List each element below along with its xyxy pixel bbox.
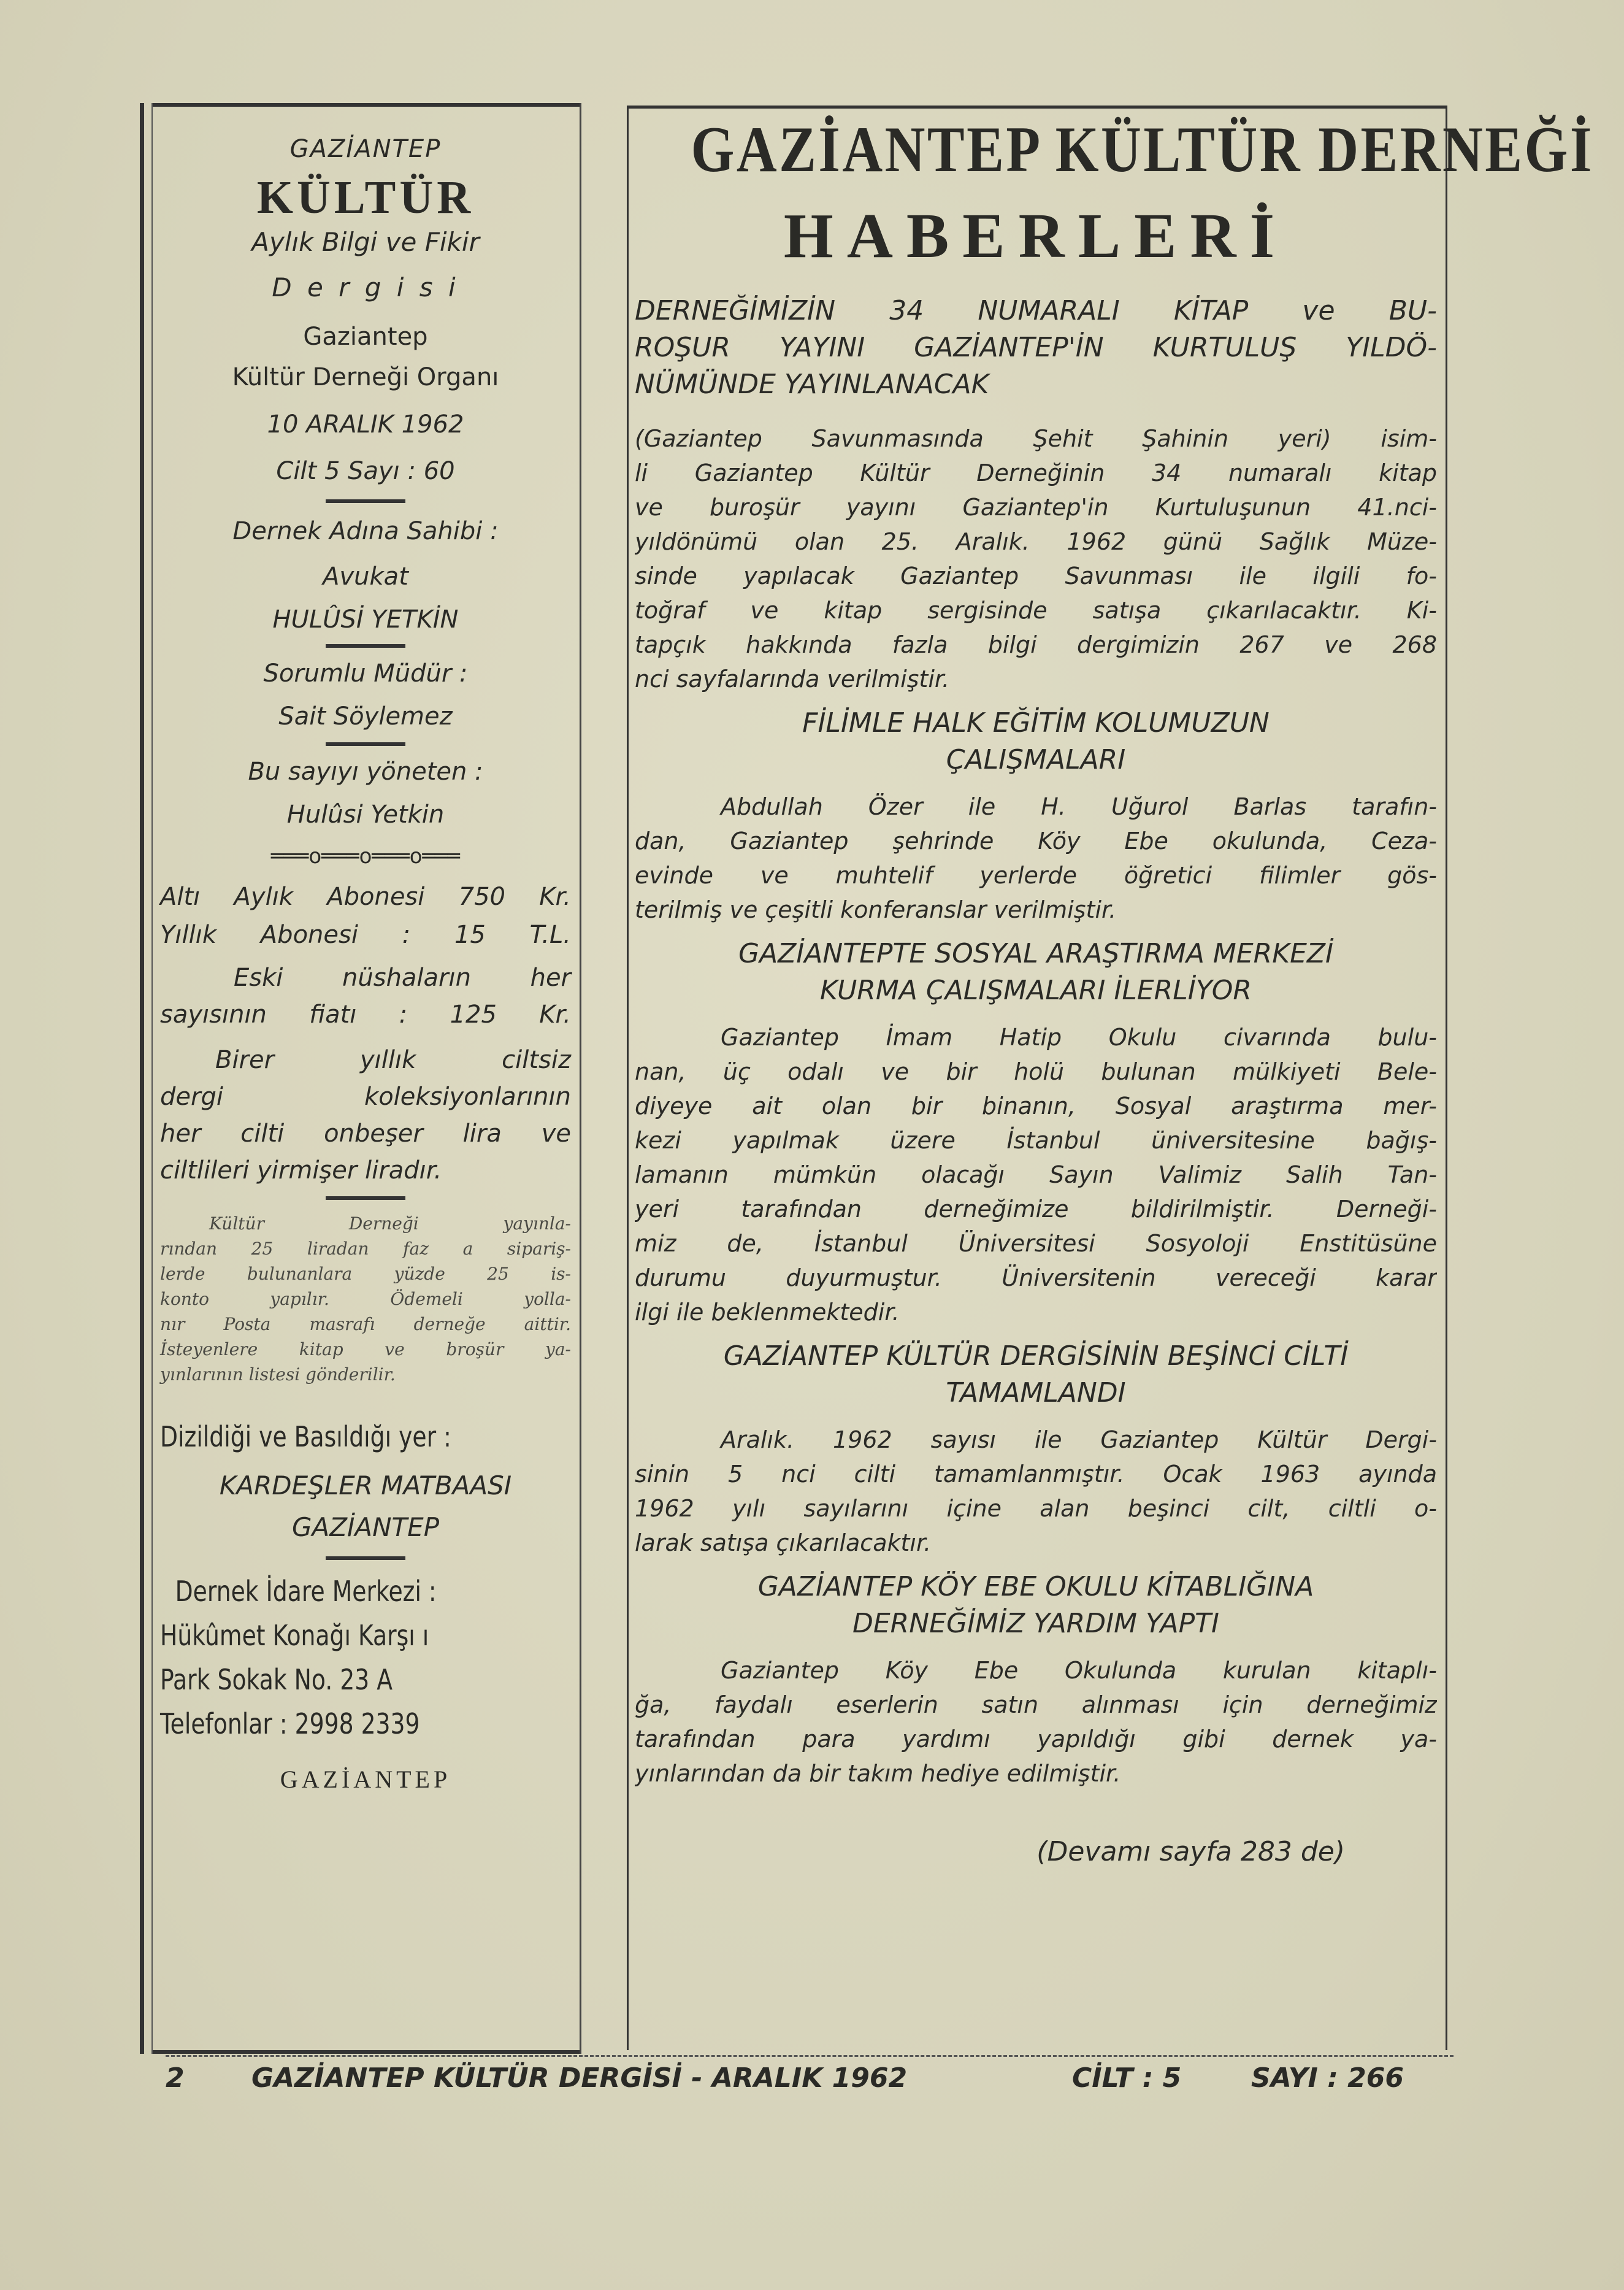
page-number: 2 [166, 2062, 185, 2094]
page-footer [166, 2062, 1441, 2099]
news-body: Gaziantep İmam Hatip Okulu civarında bulu- [721, 1024, 1437, 1051]
news-item: GAZİANTEPTE SOSYAL ARAŞTIRMA MERKEZİ KURMA ÇALIŞMALARI İLERLİYOR Gaziantep İmam Hatip Okulu civarında bulu- nan, üç odalı ve bir holü bulunan mülkiyeti Bele- diyeye ait olan bir binanın, Sosyal araştırma mer- kezi yapılmak üzere İstanbul üniversitesine bağış- lamanın mümkün olacağı Sayın Valimiz Salih Tan- yeri tarafından derneğimize bildirilmiştir. Derneği- miz de, İstanbul Üniversitesi Sosyoloji Enstitüsüne durumu duyurmuştur. Üniversitenin vereceği karar ilgi ile beklenmektedir. [635, 936, 1437, 1329]
subscription-6-months: Altı Aylık Abonesi 750 Kr. [160, 883, 571, 911]
owner-title: Avukat [323, 563, 408, 591]
owner-label: Dernek Adına Sahibi : [232, 517, 499, 545]
masthead-brand: KÜLTÜR [256, 172, 475, 223]
issue-volume: Cilt 5 Sayı : 60 [276, 457, 455, 485]
footer-issue: SAYI : 266 [1251, 2062, 1404, 2094]
printer-city: GAZİANTEP [291, 1512, 440, 1542]
printed-at-label: Dizildiği ve Basıldığı yer : [160, 1420, 451, 1453]
bottom-city: GAZİANTEP [280, 1766, 451, 1793]
news-heading: FİLİMLE HALK EĞİTİM KOLUMUZUN [802, 707, 1270, 739]
masthead-column [140, 103, 581, 2054]
printer-name: KARDEŞLER MATBAASI [219, 1470, 512, 1500]
small-print-note: Kültür Derneği yayınla- rından 25 liradan faz a sipariş- lerde bulunanlara yüzde 25 is- konto yapılır. Ödemeli yolla- nır Posta masrafı derneğe aittir. İsteyenlere kitap ve broşür ya- yınlarının listesi gönderilir. [160, 1213, 571, 1385]
masthead-city: GAZİANTEP [289, 135, 442, 163]
news-column [627, 106, 1594, 2050]
news-body: (Gaziantep Savunmasında Şehit Şahinin yeri) isim- [635, 425, 1437, 452]
ornament-rule: ═══o═══o═══o═══ [270, 844, 461, 869]
news-heading: GAZİANTEPTE SOSYAL ARAŞTIRMA MERKEZİ [738, 938, 1334, 969]
news-item: GAZİANTEP KÖY EBE OKULU KİTABLIĞINA DERNEĞİMİZ YARDIM YAPTI Gaziantep Köy Ebe Okulunda kurulan kitaplı- ğa, faydalı eserlerin satın alınması için derneğimiz tarafından para yardımı yapıldığı gibi dernek ya- yınlarından da bir takım hediye edilmiştir. [635, 1569, 1437, 1791]
news-heading: DERNEĞİMİZİN 34 NUMARALI KİTAP ve BU- [635, 295, 1437, 326]
editor-name: Hulûsi Yetkin [286, 801, 445, 829]
editor-label: Bu sayıyı yöneten : [248, 758, 483, 786]
news-body: Aralık. 1962 sayısı ile Gaziantep Kültür Dergi- [721, 1426, 1437, 1453]
news-item: FİLİMLE HALK EĞİTİM KOLUMUZUN ÇALIŞMALARI Abdullah Özer ile H. Uğurol Barlas tarafın- dan, Gaziantep şehrinde Köy Ebe okulunda, Ceza- evinde ve muhtelif yerlerde öğretici filimler gös- terilmiş ve çeşitli konferanslar verilmiştir. [635, 705, 1437, 927]
continued-note: (Devamı sayfa 283 de) [1036, 1836, 1345, 1867]
news-item: GAZİANTEP KÜLTÜR DERGİSİNİN BEŞİNCİ CİLTİ TAMAMLANDI Aralık. 1962 sayısı ile Gaziantep Kültür Dergi- sinin 5 nci cilti tamamlanmıştır. Ocak 1963 ayında 1962 yılı sayılarını içine alan beşinci cilt, ciltli o- larak satışa çıkarılacaktır. [635, 1338, 1437, 1560]
footer-volume: CİLT : 5 [1072, 2062, 1182, 2094]
news-body: Abdullah Özer ile H. Uğurol Barlas tarafın- [721, 793, 1437, 820]
issue-date: 10 ARALIK 1962 [267, 410, 464, 439]
manager-name: Sait Söylemez [278, 702, 453, 731]
news-heading: GAZİANTEP KÖY EBE OKULU KİTABLIĞINA [757, 1571, 1314, 1602]
masthead-dergisi: D e r g i s i [272, 272, 459, 302]
masthead-org-city: Gaziantep [303, 323, 428, 351]
masthead-org: Kültür Derneği Organı [232, 363, 499, 391]
old-issues-note: Eski nüshaların her sayısının fiatı : 125 Kr. [160, 964, 571, 1029]
subscription-yearly: Yıllık Abonesi : 15 T.L. [160, 921, 571, 949]
news-item: DERNEĞİMİZİN 34 NUMARALI KİTAP ve BU- ROŞUR YAYINI GAZİANTEP'İN KURTULUŞ YILDÖ- NÜMÜNDE YAYINLANACAK (Gaziantep Savunmasında Şehit Şahinin yeri) isim- li Gaziantep Kültür Derneğinin 34 numaralı kitap ve buroşür yayını Gaziantep'in Kurtuluşunun 41.nci- yıldönümü olan 25. Aralık. 1962 günü Sağlık Müze- sinde yapılacak Gaziantep Savunması ile ilgili fo- toğraf ve kitap sergisinde satışa çıkarılacaktır. Ki- tapçık hakkında fazla bilgi dergimizin 267 ve 268 nci sayfalarında verilmiştir. [635, 293, 1437, 696]
news-title: GAZİANTEP KÜLTÜR DERNEĞİ [691, 113, 1594, 185]
footer-journal: GAZİANTEP KÜLTÜR DERGİSİ - ARALIK 1962 [251, 2062, 908, 2094]
owner-name: HULÛSİ YETKİN [272, 605, 459, 634]
news-body: Gaziantep Köy Ebe Okulunda kurulan kitaplı- [721, 1657, 1437, 1684]
news-subtitle: HABERLERİ [783, 201, 1289, 271]
collection-note: Birer yıllık ciltsiz dergi koleksiyonlarının her cilti onbeşer lira ve ciltlileri yirmişer liradır. [160, 1046, 571, 1185]
address-block: Dernek İdare Merkezi : Hükûmet Konağı Karşı ı Park Sokak No. 23 A Telefonlar : 2998 2339 [160, 1575, 437, 1740]
masthead-tagline: Aylık Bilgi ve Fikir [251, 227, 480, 257]
news-heading: GAZİANTEP KÜLTÜR DERGİSİNİN BEŞİNCİ CİLTİ [723, 1340, 1349, 1372]
manager-label: Sorumlu Müdür : [263, 659, 468, 688]
